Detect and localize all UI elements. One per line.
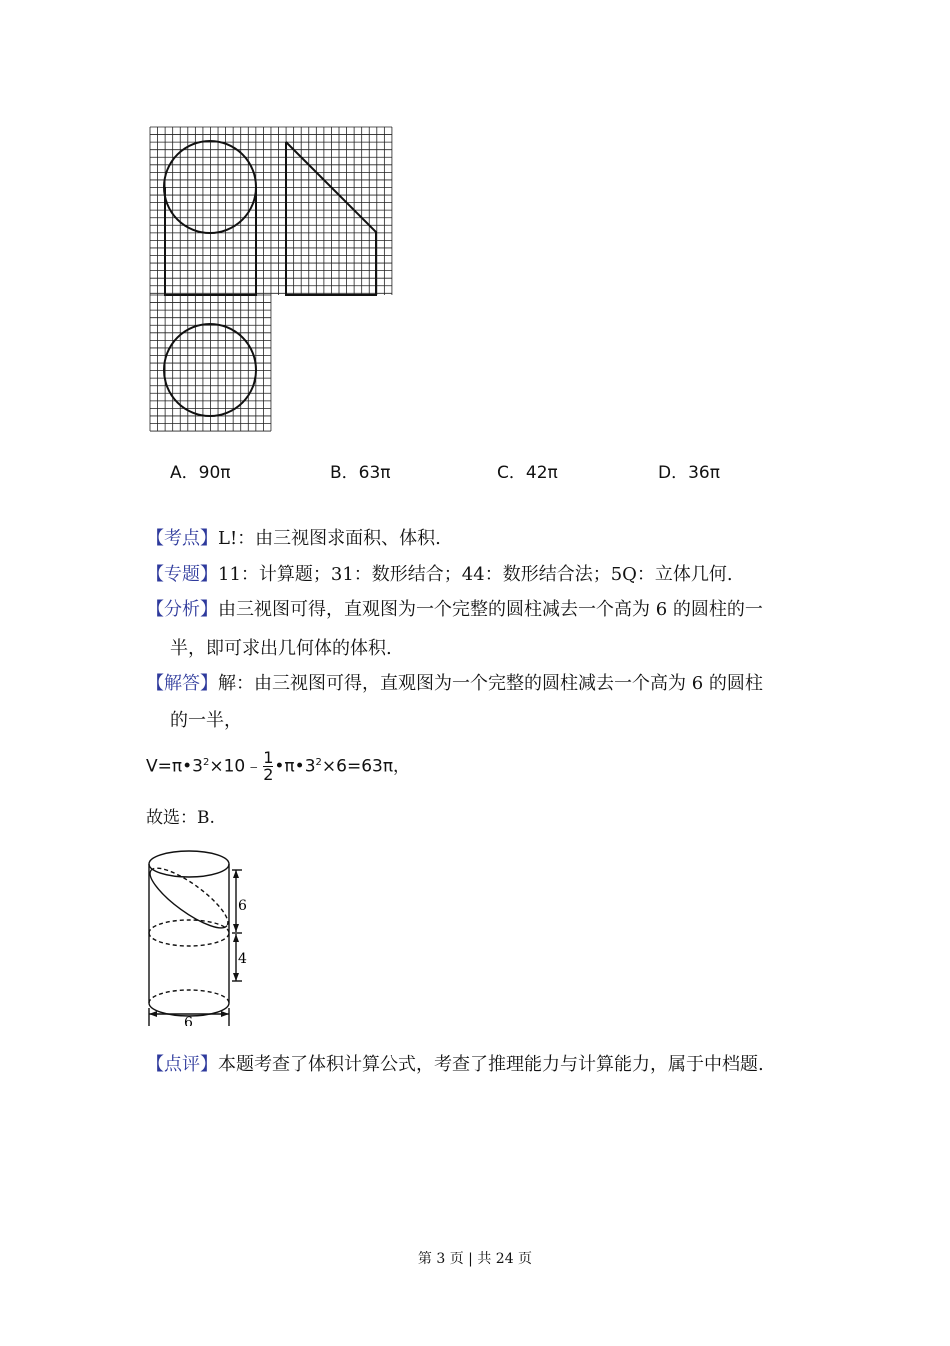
fenxi-text-2: 半，即可求出几何体的体积. — [170, 638, 392, 659]
jieda-text-2: 的一半， — [170, 710, 242, 731]
upper-height-label: 6 — [238, 898, 247, 914]
zhuanti-tag: 【专题】 — [146, 564, 218, 585]
lower-height-label: 4 — [238, 951, 247, 967]
cylinder-diagram — [148, 848, 252, 1026]
fenxi-line — [146, 601, 763, 619]
kaodian-tag: 【考点】 — [146, 528, 218, 549]
option-a: A．90π — [170, 463, 231, 483]
kaodian-text: L!：由三视图求面积、体积. — [218, 528, 441, 549]
dianping-text: 本题考查了体积计算公式，考查了推理能力与计算能力，属于中档题. — [218, 1054, 764, 1075]
dianping-tag: 【点评】 — [146, 1054, 218, 1075]
option-b: B．63π — [330, 463, 391, 483]
kaodian-line — [146, 530, 441, 548]
answer-line: 故选：B. — [146, 808, 215, 828]
zhuanti-line — [146, 566, 733, 584]
jieda-text-1: 解：由三视图可得，直观图为一个完整的圆柱减去一个高为 6 的圆柱 — [218, 673, 763, 694]
volume-formula: $V=\pi•3^2\times 10﹣$ $\frac{1}{2}$ $•\pi•3^2\times 6=63\pi$， — [146, 748, 411, 784]
three-view-figure — [148, 125, 398, 433]
dianping-line — [146, 1056, 764, 1074]
diameter-label: 6 — [184, 1015, 193, 1026]
jieda-tag: 【解答】 — [146, 673, 218, 694]
one-half-fraction: $\frac{1}{2}$ — [263, 748, 274, 784]
option-c: C．42π — [497, 463, 558, 483]
zhuanti-text: 11：计算题；31：数形结合；44：数形结合法；5Q：立体几何. — [218, 564, 733, 585]
jieda-line — [146, 675, 763, 693]
page-footer: 第 3 页 | 共 24 页 — [417, 1251, 533, 1267]
fenxi-tag: 【分析】 — [146, 599, 218, 620]
option-d: D．36π — [658, 463, 720, 483]
fenxi-text-1: 由三视图可得，直观图为一个完整的圆柱减去一个高为 6 的圆柱的一 — [218, 599, 763, 620]
